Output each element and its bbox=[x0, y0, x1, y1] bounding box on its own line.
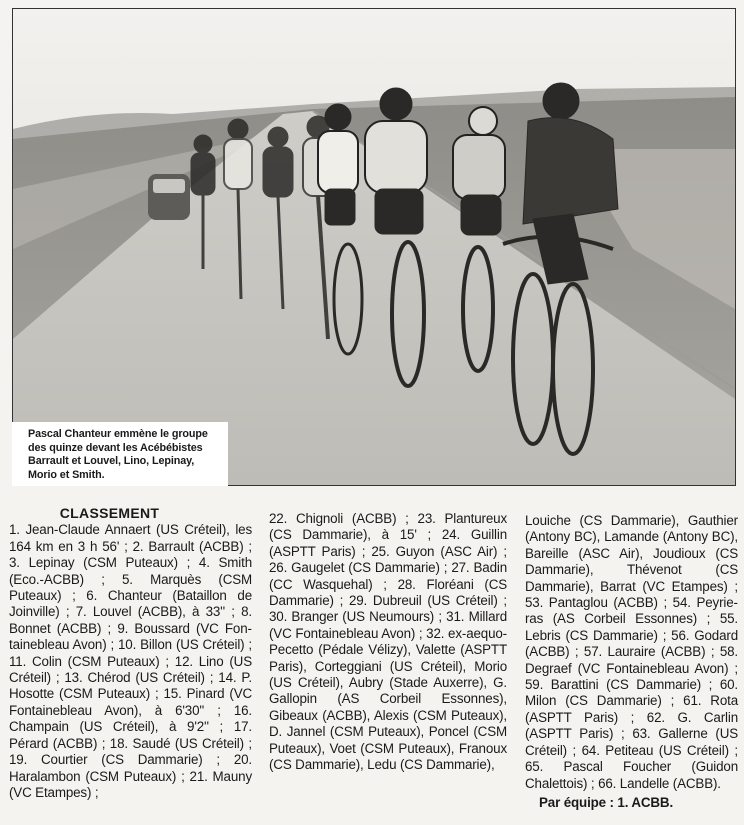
classement-heading: CLASSEMENT bbox=[59, 505, 160, 521]
results-column-1 bbox=[9, 505, 252, 801]
results-text-3: Louiche (CS Dammarie), Gauthier (Antony BC), Lamande (Antony BC), Bareille (ASC Air), Joudioux (CS Dammarie), Thévenot (CS Dammarie), Barrat (VC Etampes) ; 53. Pantaglou (ACBB) ; 54. Peyrieras (AS Corbeil Essonnes) ; 55. Lebris (CS Dammarie) ; 56. Godard (ACBB) ; 57. Lauraire (ACBB) ; 58. Degraef (VC Fontainebleau Avon) ; 59. Barattini (CS Dammarie) ; 60. Milon (CS Dammarie) ; 61. Rota (ASPTT Paris) ; 62. G. Carlin (ASPTT Paris) ; 63. Gallerne (US Créteil) ; 64. Petiteau (US Créteil) ; 65. Pascal Foucher (Guidon Chalettois) ; 66. Landelle (ACBB). bbox=[525, 513, 738, 791]
car-shape bbox=[148, 174, 190, 220]
team-label: Par équipe bbox=[539, 794, 606, 810]
team-result bbox=[525, 795, 738, 811]
team-value: : 1. ACBB. bbox=[605, 794, 674, 810]
results-text-2: 22. Chignoli (ACBB) ; 23. Plantureux (CS Dammarie), à 15' ; 24. Guillin (ASPTT Paris) ; 25. Guyon (ASC Air) ; 26. Gaugelet (CS Dammarie) ; 27. Badin (CC Wasquehal) ; 28. Floréani (CS Dammarie) ; 29. Dubreuil (US Créteil) ; 30. Branger (US Neumours) ; 31. Millard (VC Fontainebleau Avon) ; 32. ex-aequo-Pecetto (Pédale Vélizy), Valette (ASPTT Paris), Corteggiani (US Créteil), Morio (US Créteil), Aubry (Stade Auxerre), G. Gallopin (AS Corbeil Essonnes), Gibeaux (ACBB), Alexis (CSM Puteaux), D. Jannel (CSM Puteaux), Poncel (CSM Puteaux), Voet (CSM Puteaux), Franoux (CS Dammarie), Ledu (CS Dammarie), bbox=[269, 511, 507, 773]
results-column-3 bbox=[525, 513, 738, 811]
results-column-2 bbox=[269, 511, 507, 774]
race-photo bbox=[12, 8, 736, 486]
results-text-1: 1. Jean-Claude Annaert (US Créteil), les 164 km en 3 h 56' ; 2. Barrault (ACBB) ; 3. Lepinay (CSM Puteaux) ; 4. Smith (Eco.-ACBB) ; 5. Marquès (CSM Puteaux) ; 6. Chanteur (Bataillon de Joinville) ; 7. Louvel (ACBB), à 33'' ; 8. Bonnet (ACBB) ; 9. Boussard (VC Fontainebleau Avon) ; 10. Billon (US Créteil) ; 11. Colin (CSM Puteaux) ; 12. Lino (US Créteil) ; 13. Chérod (US Créteil) ; 14. P. Hosotte (CSM Puteaux) ; 15. Pinard (VC Fontainebleau Avon), à 6'30'' ; 16. Champain (US Créteil), à 9'2'' ; 17. Pérard (ACBB) ; 18. Saudé (US Créteil) ; 19. Courtier (CS Dammarie) ; 20. Haralambon (CSM Puteaux) ; 21. Mauny (VC Etampes) ; bbox=[9, 522, 252, 800]
photo-caption: Pascal Chanteur emmène le groupe des quinze devant les Acébébistes Barrault et Louvel, Lino, Lepinay, Morio et Smith. bbox=[12, 422, 228, 486]
cyclists-photo-image bbox=[13, 9, 735, 485]
